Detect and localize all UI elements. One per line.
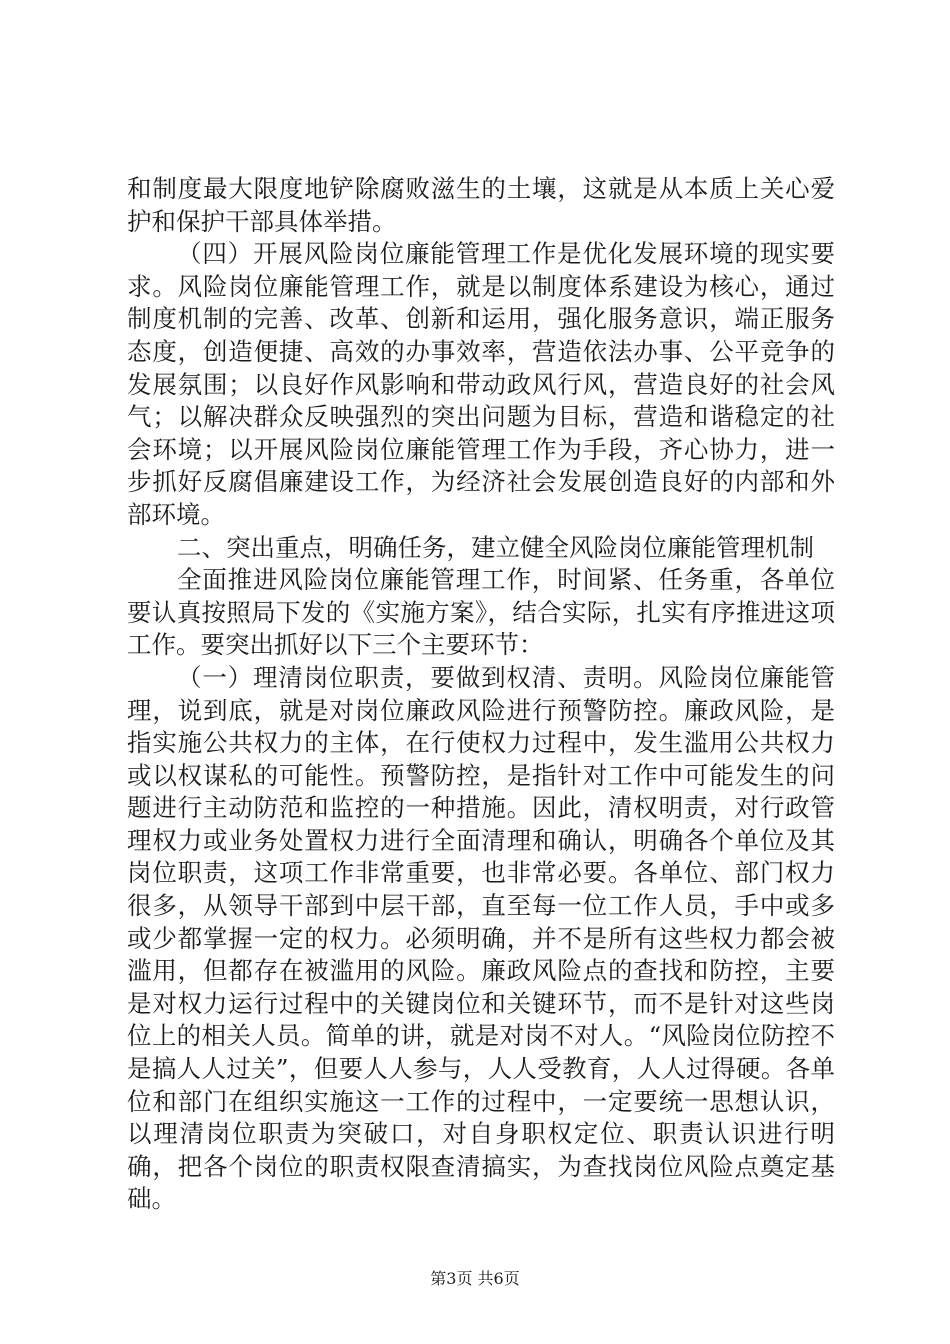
paragraph-overview: 全面推进风险岗位廉能管理工作，时间紧、任务重，各单位要认真按照局下发的《实施方案》，结合实际，扎实有序推进这项工作。要突出抓好以下三个主要环节： — [127, 565, 835, 660]
paragraph-continuation: 和制度最大限度地铲除腐败滋生的土壤，这就是从本质上关心爱护和保护干部具体举措。 — [127, 174, 835, 236]
paragraph-section-one: （一）理清岗位职责，要做到权清、责明。风险岗位廉能管理，说到底，就是对岗位廉政风险进行预警防控。廉政风险，是指实施公共权力的主体，在行使权力过程中，发生滥用公共权力或以权谋私的可能性。预警防控，是指针对工作中可能发生的问题进行主动防范和监控的一种措施。因此，清权明责，对行政管理权力或业务处置权力进行全面清理和确认，明确各个单位及其岗位职责，这项工作非常重要，也非常必要。各单位、部门权力很多，从领导干部到中层干部，直至每一位工作人员，手中或多或少都掌握一定的权力。必须明确，并不是所有这些权力都会被滥用，但都存在被滥用的风险。廉政风险点的查找和防控，主要是对权力运行过程中的关键岗位和关键环节，而不是针对这些岗位上的相关人员。简单的讲，就是对岗不对人。“风险岗位防控不是搞人人过关”，但要人人参与，人人受教育，人人过得硬。各单位和部门在组织实施这一工作的过程中，一定要统一思想认识，以理清岗位职责为突破口，对自身职权定位、职责认识进行明确，把各个岗位的职责权限查清搞实，为查找岗位风险点奠定基础。 — [127, 662, 835, 1214]
page-footer: 第3页 共6页 — [430, 1269, 520, 1288]
section-heading-two: 二、突出重点，明确任务，建立健全风险岗位廉能管理机制 — [177, 532, 814, 562]
document-body — [127, 173, 835, 1216]
paragraph-section-four: （四）开展风险岗位廉能管理工作是优化发展环境的现实要求。风险岗位廉能管理工作，就是以制度体系建设为核心，通过制度机制的完善、改革、创新和运用，强化服务意识，端正服务态度，创造便捷、高效的办事效率，营造依法办事、公平竞争的发展氛围；以良好作风影响和带动政风行风，营造良好的社会风气；以解决群众反映强烈的突出问题为目标，营造和谐稳定的社会环境；以开展风险岗位廉能管理工作为手段，齐心协力，进一步抓好反腐倡廉建设工作，为经济社会发展创造良好的内部和外部环境。 — [127, 239, 835, 529]
